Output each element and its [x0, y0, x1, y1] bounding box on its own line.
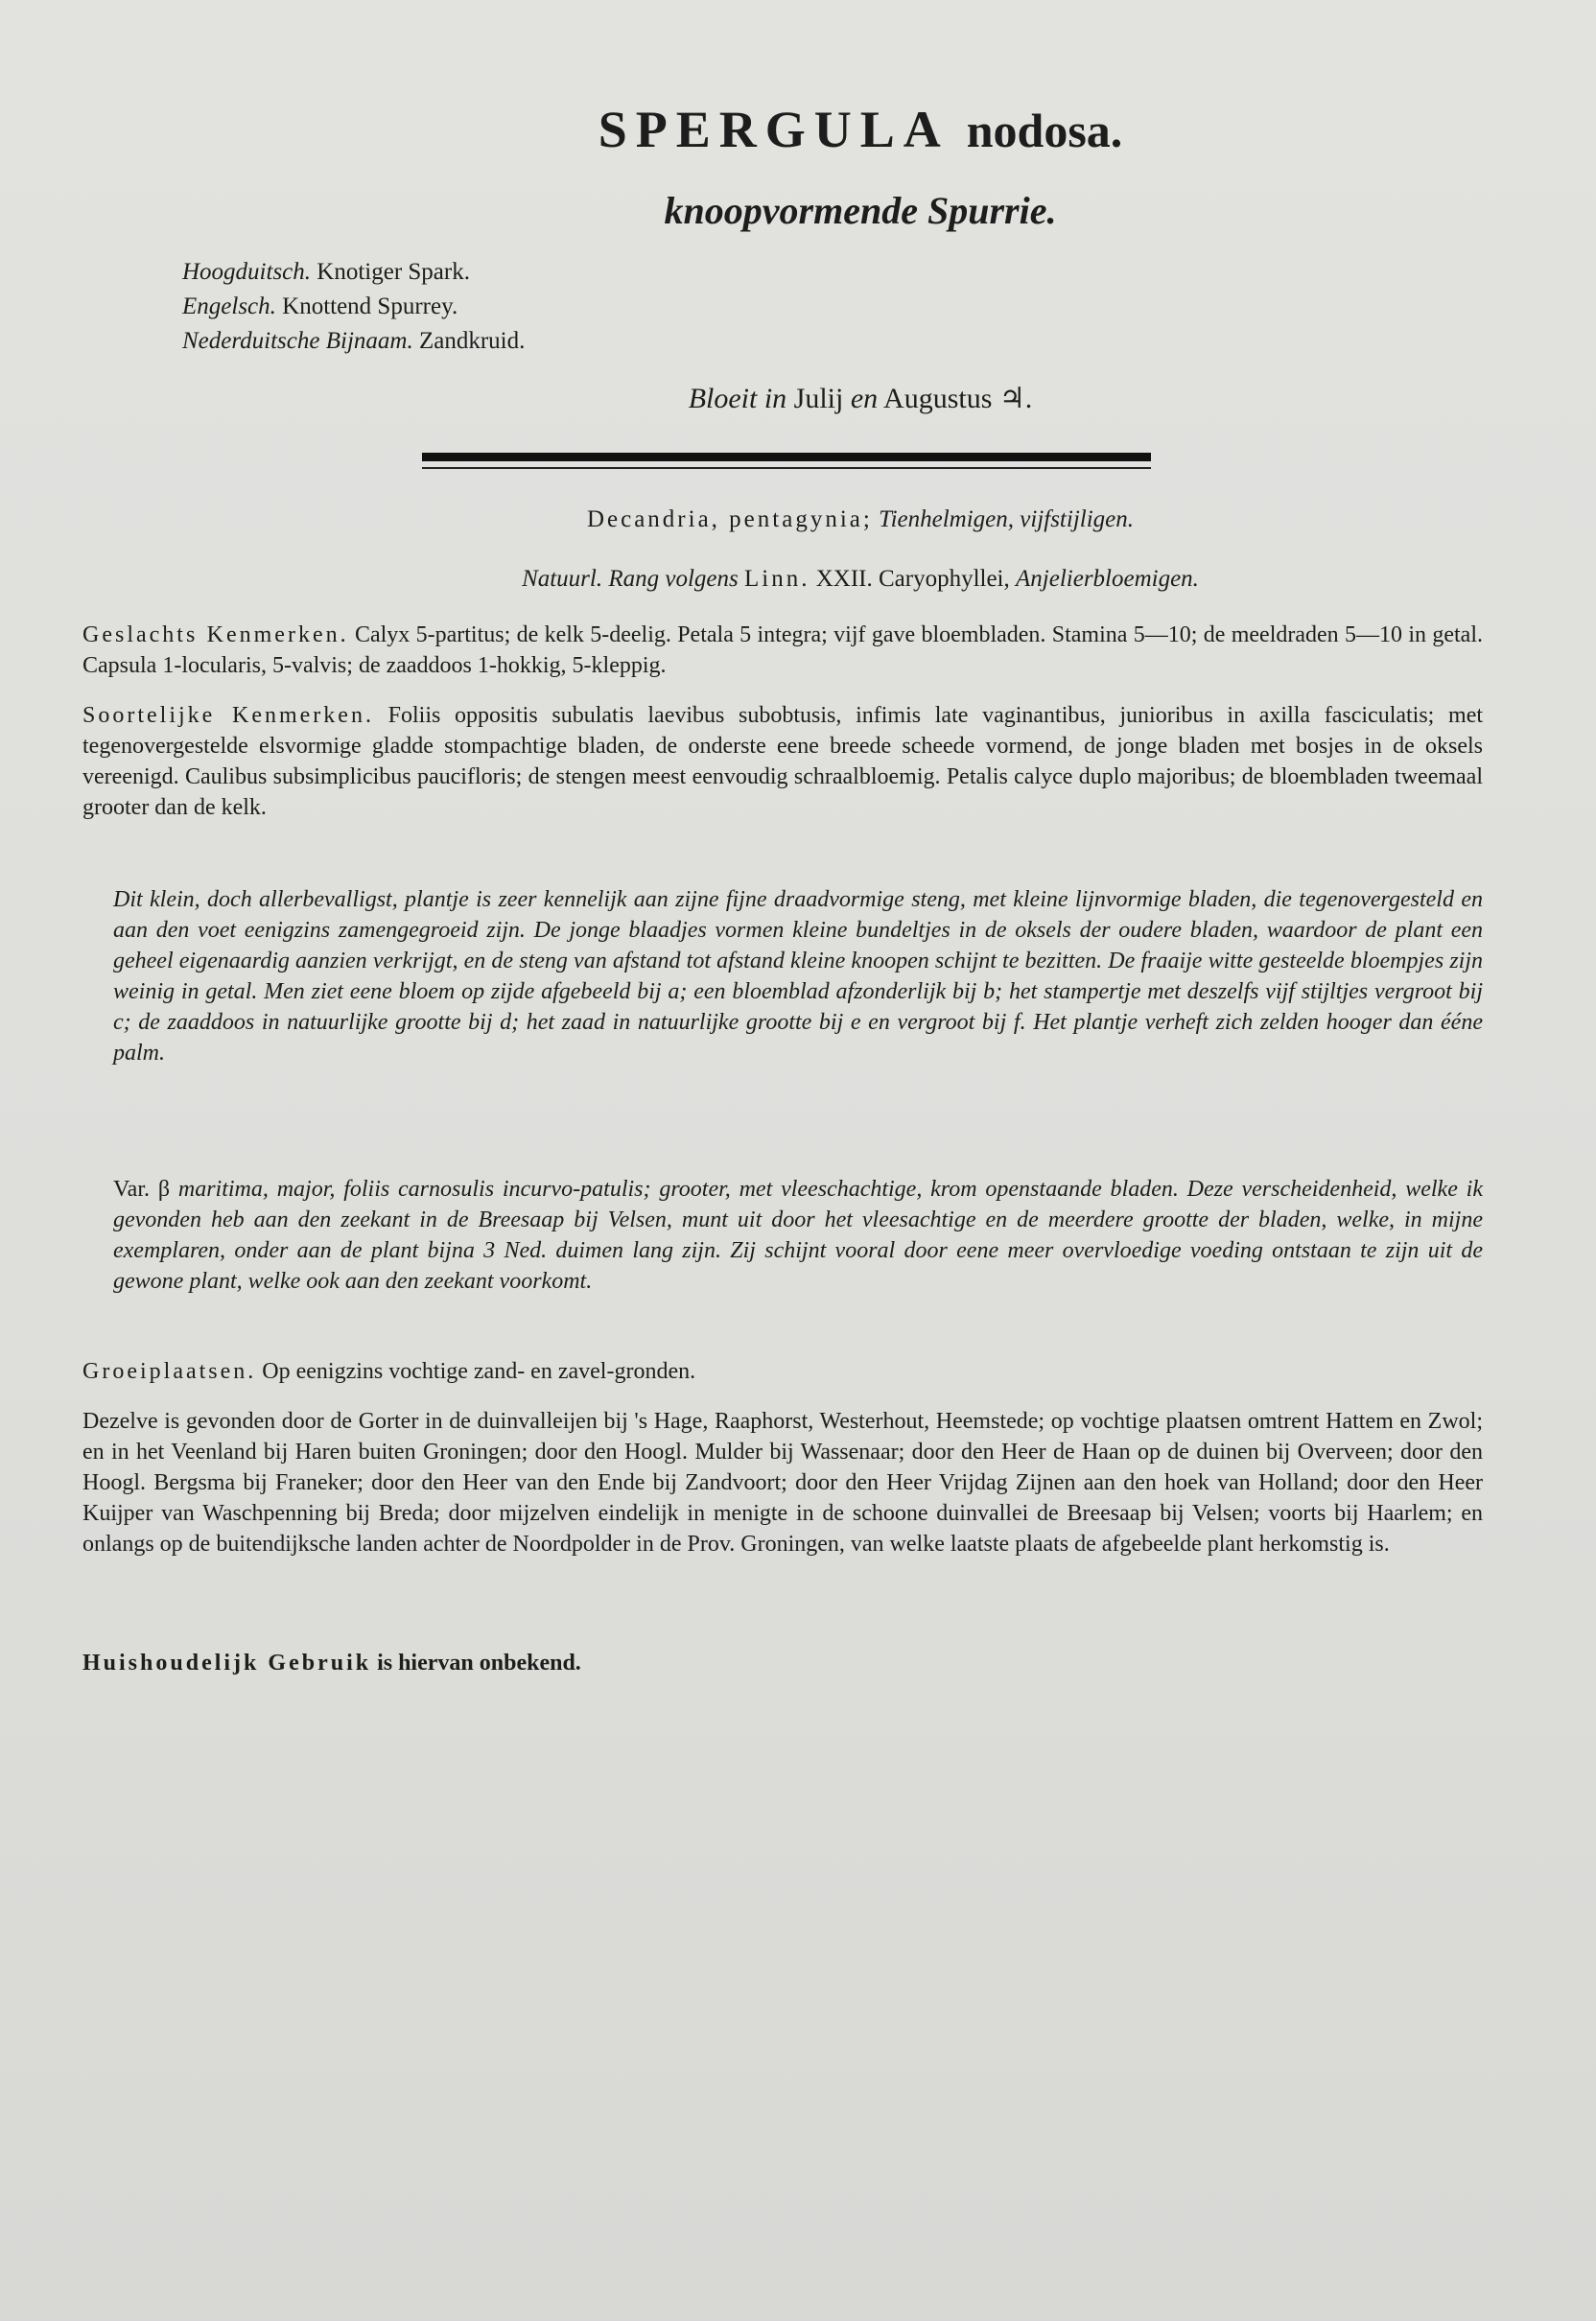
linnaean-class-dutch: Tienhelmigen, vijfstijligen.	[879, 506, 1135, 532]
natural-order-label: Natuurl. Rang volgens	[522, 566, 739, 592]
vernacular-names	[182, 255, 525, 359]
perennial-symbol-icon: ♃.	[998, 383, 1033, 414]
classification-line	[0, 506, 1596, 533]
plant-description: Dit klein, doch allerbevalligst, plantje is zeer kennelijk aan zijne fijne draadvormige steng, met kleine lijnvormige bladen, die tegenovergesteld en aan den voet eenigzins zamengegroeid zijn. De jonge blaadjes vormen kleine bundeltjes in de oksels der oudere bladen, waardoor de plant een geheel eigenaardig aanzien verkrijgt, en de steng van afstand tot afstand kleine knoopen schijnt te bezitten. De fraaije witte gesteelde bloempjes zijn weinig in getal. Men ziet eene bloem op zijde afgebeeld bij a; een bloemblad afzonderlijk bij b; het stampertje met deszelfs vijf stijltjes vergroot bij c; de zaaddoos in natuurlijke grootte bij d; het zaad in natuurlijke grootte bij e en vergroot bij f. Het plantje verheft zich zelden hooger dan ééne palm.	[113, 887, 1483, 1066]
habitat-text: Op eenigzins vochtige zand- en zavel-gronden.	[262, 1359, 696, 1384]
variety-description	[113, 1174, 1483, 1297]
language-label: Nederduitsche Bijnaam.	[182, 328, 413, 354]
vernacular-name: Knottend Spurrey.	[282, 293, 458, 319]
vernacular-name-row	[182, 324, 525, 359]
natural-order-line	[0, 566, 1596, 593]
divider-thick-line	[422, 453, 1151, 461]
species-characters-label: Soortelijke Kenmerken.	[82, 703, 374, 728]
genus-characters-text: Calyx 5-partitus; de kelk 5-deelig. Petala 5 integra; vijf gave bloembladen. Stamina 5—10; de meeldraden 5—10 in getal. Capsula 1-locularis, 5-valvis; de zaaddoos 1-hokkig, 5-kleppig.	[82, 622, 1483, 678]
dutch-name: knoopvormende Spurrie.	[664, 189, 1057, 232]
bloom-month-2: Augustus	[883, 383, 993, 414]
page-title	[0, 100, 1596, 159]
variety-text: grooter, met vleeschachtige, krom openstaande bladen. Deze verscheidenheid, welke ik gevonden heb aan den zeekant in de Breesaap bij Velsen, munt uit door het vleesachtige en de meerdere grootte der bladen, welke, in mijne exemplaren, onder aan de plant bijna 3 Ned. duimen lang zijn. Zij schijnt vooral door eene meer overvloedige voeding ontstaan te zijn uit de gewone plant, welke ook aan den zeekant voorkomt.	[113, 1177, 1484, 1294]
habitat	[82, 1356, 1483, 1387]
vernacular-name-row	[182, 255, 525, 290]
natural-order-name: XXII. Caryophyllei,	[815, 566, 1010, 592]
genus-characters-label: Geslachts Kenmerken.	[82, 622, 349, 647]
localities: Dezelve is gevonden door de Gorter in de duinvalleijen bij 's Hage, Raaphorst, Westerhout, Heemstede; op vochtige plaatsen omtrent Hattem en Zwol; en in het Veenland bij Haren buiten Groningen; door den Hoogl. Mulder bij Wassenaar; door den Heer de Haan op de duinen bij Overveen; door den Hoogl. Bergsma bij Franeker; door den Heer van den Ende bij Zandvoort; door den Heer Vrijdag Zijnen aan den hoek van Holland; door den Heer Kuijper van Waschpenning bij Breda; door mijzelven eindelijk in menigte in de schoone duinvallei de Breesaap bij Velsen; voorts bij Haarlem; en onlangs op de buitendijksche landen achter de Noordpolder in de Prov. Groningen, van welke laatste plaats de afgebeelde plant herkomstig is.	[82, 1409, 1483, 1557]
economic-use-text: is hiervan onbekend.	[377, 1651, 581, 1676]
habitat-label: Groeiplaatsen.	[82, 1359, 257, 1384]
species-name: nodosa.	[966, 104, 1123, 157]
variety-label: Var. β	[113, 1177, 171, 1202]
species-characters-text: Foliis oppositis subulatis laevibus subobtusis, infimis late vaginantibus, junioribus in axilla fasciculatis; met tegenovergestelde elsvormige gladde stompachtige bladen, de onderste eene breede scheede vormend, de jonge bladen met bosjes in de oksels vereenigd. Caulibus subsimplicibus paucifloris; de stengen meest eenvoudig schraalbloemig. Petalis calyce duplo majoribus; de bloembladen tweemaal grooter dan de kelk.	[82, 703, 1484, 820]
bloom-prefix: Bloeit in	[688, 383, 787, 414]
linnaean-class: Decandria, pentagynia;	[586, 506, 873, 532]
bloom-period	[0, 382, 1596, 415]
natural-order-dutch: Anjelierbloemigen.	[1016, 566, 1199, 592]
vernacular-name: Knotiger Spark.	[317, 259, 470, 285]
economic-use	[82, 1648, 1483, 1678]
genus-characters	[82, 620, 1483, 681]
genus-name: SPERGULA	[598, 101, 950, 158]
section-divider	[422, 453, 1151, 469]
language-label: Hoogduitsch.	[182, 259, 312, 285]
divider-thin-line	[422, 467, 1151, 469]
vernacular-name: Zandkruid.	[418, 328, 526, 354]
linnaeus-abbrev: Linn.	[744, 566, 810, 592]
language-label: Engelsch.	[182, 293, 276, 319]
species-characters	[82, 700, 1483, 823]
economic-use-label: Huishoudelijk Gebruik	[82, 1651, 372, 1676]
bloom-month-1: Julij	[793, 383, 844, 414]
vernacular-name-row	[182, 290, 525, 324]
variety-latin: maritima, major, foliis carnosulis incurvo-patulis;	[177, 1177, 651, 1202]
bloom-conjunction: en	[850, 383, 879, 414]
